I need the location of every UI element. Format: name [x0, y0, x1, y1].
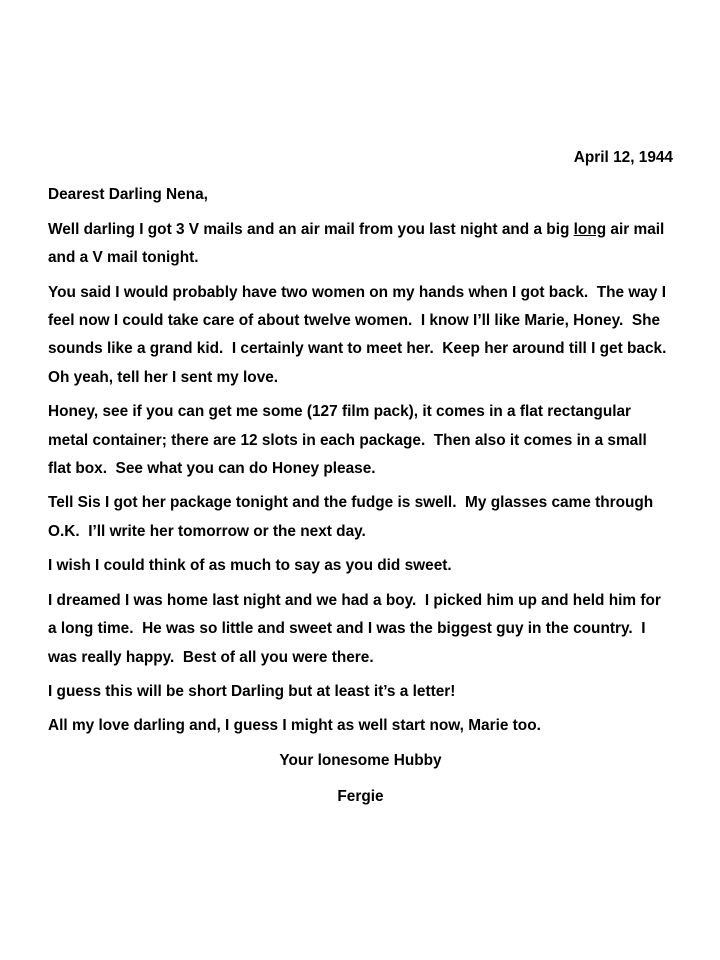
- letter-closing: Your lonesome Hubby: [279, 751, 442, 769]
- paragraph-text: I guess this will be short Darling but at least it’s a letter!: [48, 682, 456, 700]
- letter-body: [48, 216, 673, 741]
- underlined-text: long: [573, 220, 607, 238]
- letter-signature: Fergie: [337, 788, 384, 806]
- paragraph-text: Tell Sis I got her package tonight and the fudge is swell. My glasses came through O.K. I’ll write her tomorrow or the next day.: [48, 494, 658, 540]
- paragraph-text: I dreamed I was home last night and we had a boy. I picked him up and held him for a long time. He was so little and sweet and I was the biggest guy in the country. I was really happy. Best of all you were there.: [48, 591, 666, 666]
- letter-date: April 12, 1944: [573, 149, 673, 166]
- letter-salutation: Dearest Darling Nena,: [48, 186, 208, 204]
- letter-paragraph: [48, 279, 673, 393]
- paragraph-text: Honey, see if you can get me some (127 film pack), it comes in a flat rectangular metal container; there are 12 slots in each package. Then also it comes in a small flat box. See what you can do Honey please.: [48, 403, 652, 478]
- paragraph-text: air mail and a V mail tonight.: [48, 220, 669, 267]
- paragraph-text: Well darling I got 3 V mails and an air mail from you last night and a big: [48, 220, 574, 238]
- paragraph-text: You said I would probably have two women on my hands when I got back. The way I feel now I could take care of about twelve women. I know I’ll like Marie, Honey. She sounds like a grand kid. I certainly want to meet her. Keep her around till I get back. Oh yeah, tell her I sent my love.: [48, 283, 675, 386]
- letter-paragraph: [48, 398, 673, 483]
- letter-paragraph: [48, 678, 673, 706]
- paragraph-text: I wish I could think of as much to say as you did sweet.: [48, 557, 452, 575]
- letter-paragraph: [48, 552, 673, 580]
- letter-paragraph: [48, 587, 673, 672]
- paragraph-text: All my love darling and, I guess I might as well start now, Marie too.: [48, 717, 541, 735]
- letter-paragraph: [48, 216, 673, 273]
- letter-paragraph: [48, 712, 673, 740]
- letter-paragraph: [48, 489, 673, 546]
